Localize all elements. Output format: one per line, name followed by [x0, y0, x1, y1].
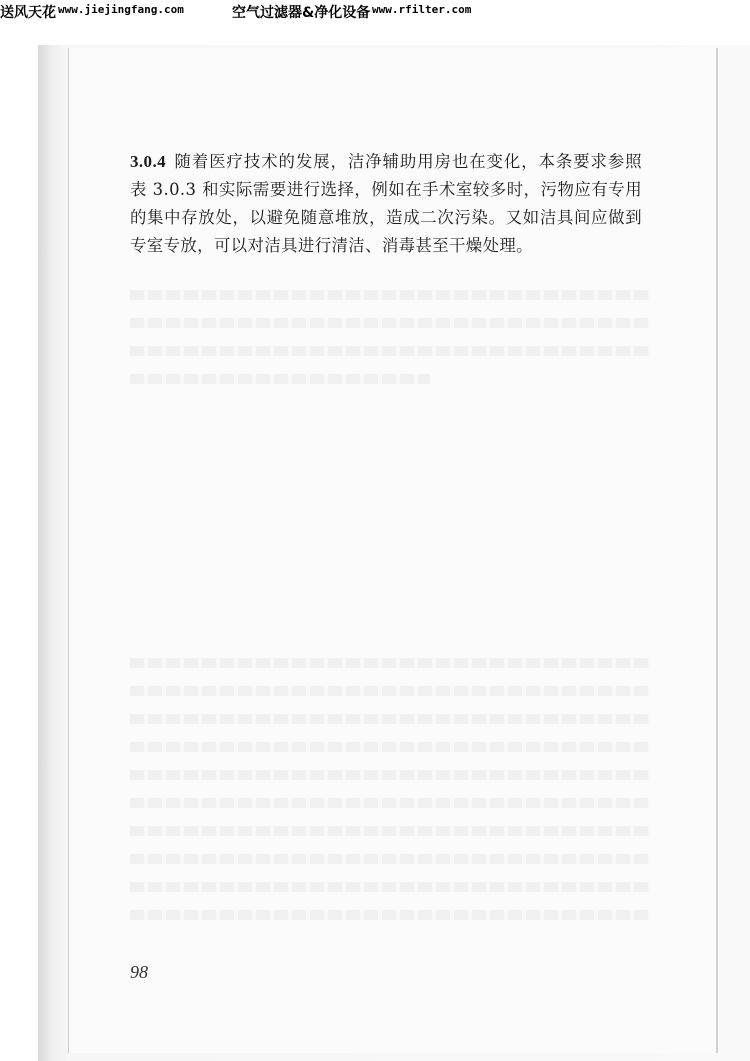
site2-name: 空气过滤器&净化设备 — [232, 5, 371, 21]
bleed-through-line — [130, 346, 650, 356]
bleed-through-line — [130, 686, 650, 696]
page-edge — [716, 48, 718, 1053]
site1-url: www.jiejingfang.com — [58, 3, 184, 16]
bleed-through-line — [130, 770, 650, 780]
bleed-through-line — [130, 798, 650, 808]
bleed-through-line — [130, 318, 650, 328]
watermark-header — [0, 0, 750, 22]
site1-name: 送风天花 — [0, 5, 56, 21]
bleed-through-line — [130, 910, 650, 920]
bleed-through-line — [130, 742, 650, 752]
page-number: 98 — [130, 962, 148, 982]
bleed-through-line — [130, 854, 650, 864]
bleed-through-line — [130, 714, 650, 724]
bleed-through-line — [130, 658, 650, 668]
clause-number: 3.0.4 — [130, 152, 166, 171]
clause-paragraph — [130, 148, 642, 260]
bleed-through-line — [130, 374, 430, 384]
site2-url: www.rfilter.com — [372, 3, 472, 16]
clause-text: 随着医疗技术的发展，洁净辅助用房也在变化，本条要求参照表 3.0.3 和实际需要进行选择，例如在手术室较多时，污物应有专用的集中存放处，以避免随意堆放，造成二次污染。又如洁具间应做到专室专放，可以对洁具进行清洁、消毒甚至干燥处理。 — [130, 152, 642, 255]
bleed-through-line — [130, 826, 650, 836]
bleed-through-line — [130, 290, 650, 300]
bleed-through-line — [130, 882, 650, 892]
